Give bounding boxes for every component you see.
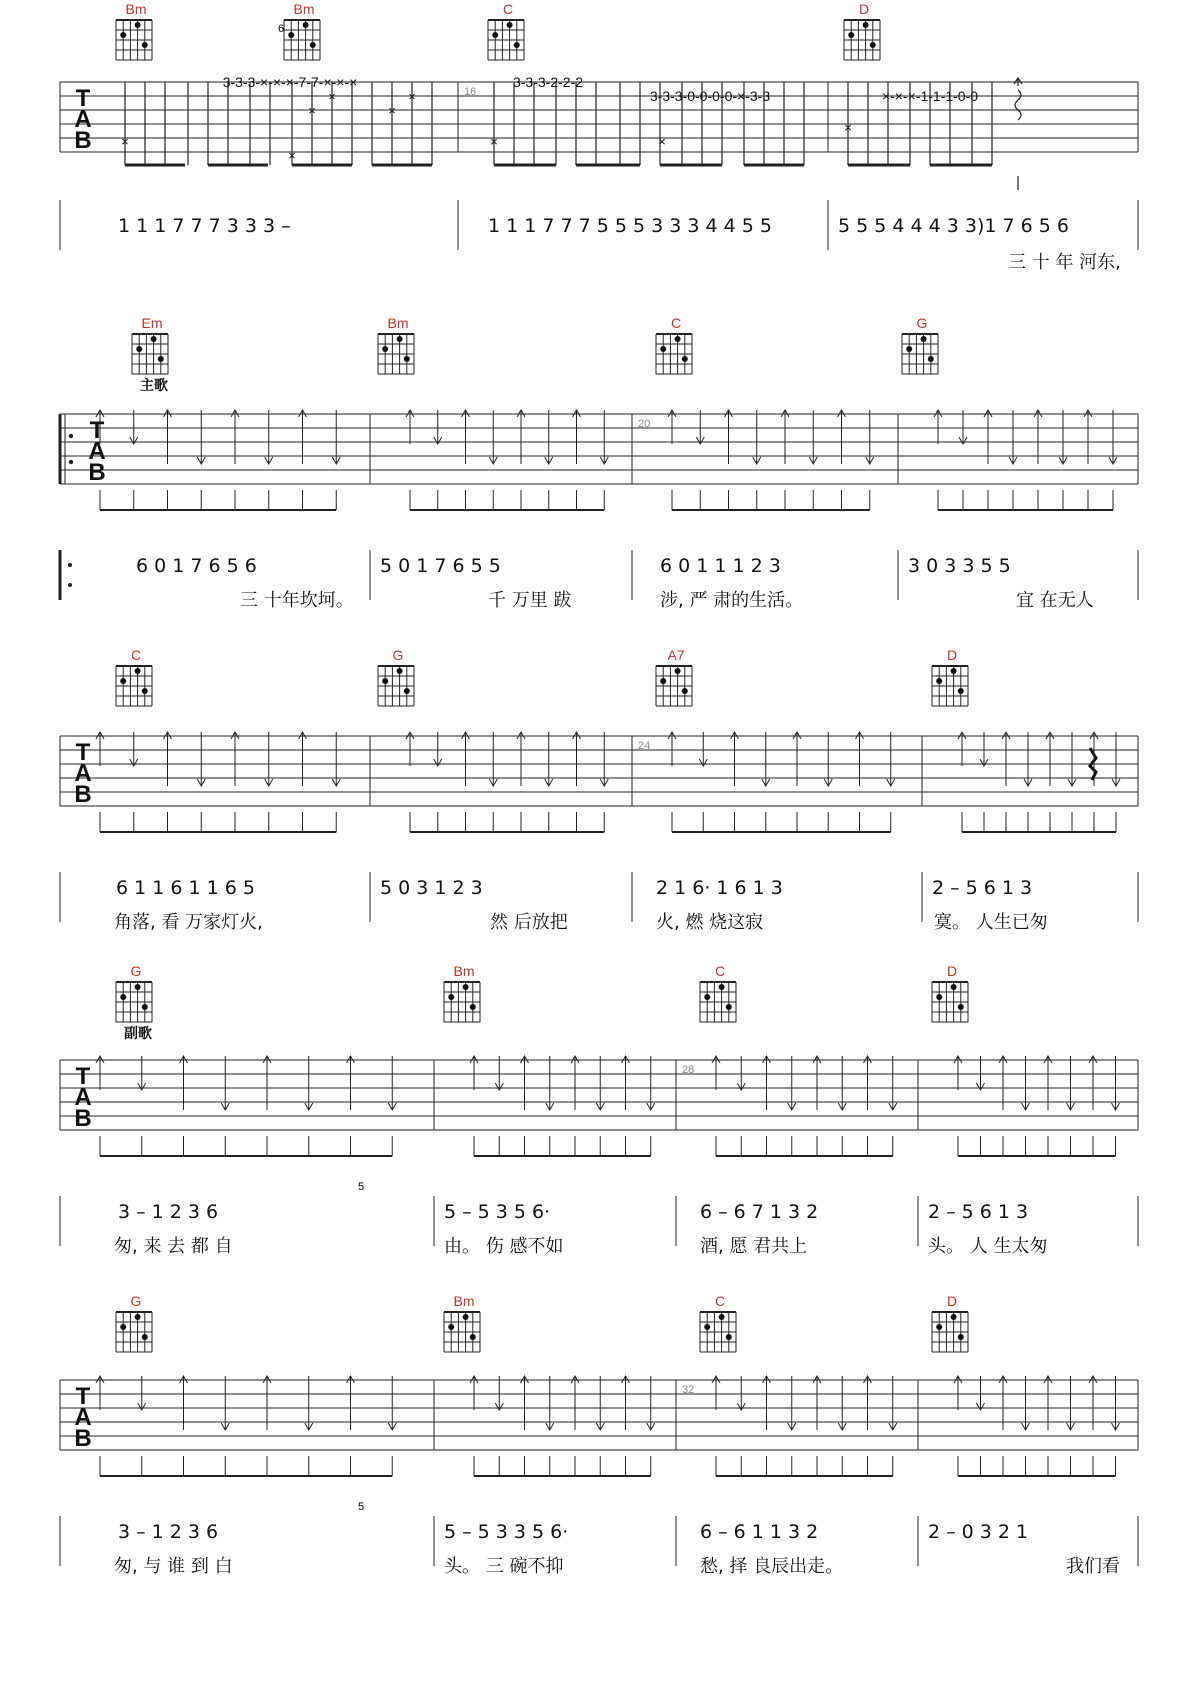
chord-name: Bm xyxy=(453,1293,475,1309)
bar-number: 24 xyxy=(638,740,651,752)
bar-number: 20 xyxy=(638,418,651,430)
strum-arrow xyxy=(737,1056,745,1090)
chord-name: D xyxy=(946,647,958,663)
chord-diagrams xyxy=(116,1,880,60)
lyric-line: 火, 燃 烧这寂 xyxy=(656,912,764,933)
tab-clef: B xyxy=(74,1425,92,1452)
chord-name: C xyxy=(714,963,726,979)
tab-staff xyxy=(60,1380,1138,1450)
strum-arrow xyxy=(130,410,138,444)
chord-diagram-c xyxy=(116,666,152,706)
lyric-line: 我们看 xyxy=(1066,1556,1120,1577)
tab-clef: B xyxy=(74,127,92,154)
repeat-dot xyxy=(69,434,73,438)
system-5 xyxy=(60,1293,1138,1577)
mute-mark: × xyxy=(490,134,498,149)
strum-arrow xyxy=(406,732,414,766)
chord-diagram-g xyxy=(378,666,414,706)
strum-arrow xyxy=(958,732,966,766)
strum-arrow xyxy=(737,1376,745,1410)
rhythm-stems xyxy=(125,78,1022,190)
chord-name: Bm xyxy=(125,1,147,17)
grace-note: 5 xyxy=(358,1501,365,1513)
strum-arrow xyxy=(130,732,138,766)
chord-diagram-bm xyxy=(284,20,320,60)
chord-name: C xyxy=(714,1293,726,1309)
mute-mark: × xyxy=(288,148,296,163)
mute-mark: × xyxy=(658,134,666,149)
mute-mark: × xyxy=(121,134,129,149)
lyric-line: 匆, 来 去 都 自 xyxy=(114,1236,233,1257)
strum-arrow xyxy=(434,410,442,444)
strum-arrow xyxy=(138,1056,146,1090)
lyric-line: 角落, 看 万家灯火, xyxy=(114,912,263,933)
strum-arrow xyxy=(934,410,942,444)
jianpu-notes: 3 0 3 3 5 5 xyxy=(908,555,1011,577)
chord-diagram-bm xyxy=(378,334,414,374)
lyric-line: 然 后放把 xyxy=(490,912,568,933)
chord-name: A7 xyxy=(667,647,685,663)
chord-name: G xyxy=(916,315,928,331)
strum-arrow xyxy=(668,410,676,444)
bar-number: 28 xyxy=(682,1064,695,1076)
jianpu-notes: 5 5 5 4 4 4 3 3)1 7 6 5 6 xyxy=(838,215,1069,237)
tab-clef: A xyxy=(88,438,106,465)
chord-name: G xyxy=(392,647,404,663)
tab-staff xyxy=(60,736,1138,806)
chord-diagram-g xyxy=(116,982,152,1022)
strum-arrow xyxy=(96,1376,104,1410)
lyric-line: 三 十 年 河东, xyxy=(1008,252,1121,273)
jianpu-notes: 3 – 1 2 3 6 xyxy=(118,1521,219,1543)
fret-line: 3-3-3-0-0-0-0-×-3-3 xyxy=(649,88,771,104)
chord-diagram-c xyxy=(700,1312,736,1352)
chord-name: Bm xyxy=(293,1,315,17)
jianpu-notes: 2 – 5 6 1 3 xyxy=(928,1201,1029,1223)
tab-staff xyxy=(60,414,1138,484)
jianpu-notes: 2 1 6· 1 6 1 3 xyxy=(656,877,783,899)
strum-arrow xyxy=(959,410,967,444)
chord-diagram-bm xyxy=(444,982,480,1022)
tab-clef: T xyxy=(89,417,105,444)
jianpu-notes: 6 0 1 1 1 2 3 xyxy=(660,555,781,577)
strum-arrow xyxy=(406,410,414,444)
strum-arrow xyxy=(699,732,707,766)
fret-line: 3-3-3-2-2-2 xyxy=(512,74,584,90)
numbered-notation xyxy=(60,1501,1138,1577)
chord-diagram-d xyxy=(932,982,968,1022)
strum-arrow xyxy=(138,1376,146,1410)
system-1 xyxy=(60,1,1138,273)
section-label: 副歌 xyxy=(124,1025,152,1041)
strum-arrow xyxy=(712,1376,720,1410)
system-3 xyxy=(60,647,1138,933)
mute-mark: × xyxy=(408,89,416,104)
chord-diagram-c xyxy=(656,334,692,374)
strum-arrow xyxy=(980,732,988,766)
tab-clef: B xyxy=(74,781,92,808)
tab-clef: T xyxy=(75,1063,91,1090)
strum-arrow xyxy=(696,410,704,444)
chord-name: Bm xyxy=(453,963,475,979)
chord-diagram-d xyxy=(932,666,968,706)
chord-name: C xyxy=(130,647,142,663)
lyric-line: 头。 人 生太匆 xyxy=(928,1236,1048,1257)
strum-arrow xyxy=(470,1376,478,1410)
numbered-notation xyxy=(60,872,1138,933)
mute-mark: × xyxy=(328,89,336,104)
bar-number: 16 xyxy=(464,86,477,98)
lyric-line: 由。 伤 感不如 xyxy=(444,1236,564,1257)
jianpu-notes: 3 – 1 2 3 6 xyxy=(118,1201,219,1223)
chord-diagrams xyxy=(132,315,938,393)
jianpu-notes: 5 0 1 7 6 5 5 xyxy=(380,555,501,577)
chord-name: C xyxy=(670,315,682,331)
lyric-line: 寞。 人生已匆 xyxy=(934,912,1048,933)
chord-name: Bm xyxy=(387,315,409,331)
lyric-line: 千 万里 跋 xyxy=(488,590,572,611)
jianpu-notes: 6 1 1 6 1 1 6 5 xyxy=(116,877,255,899)
strum-arrow xyxy=(977,1376,985,1410)
strum-arrow xyxy=(96,732,104,766)
chord-name: G xyxy=(130,963,142,979)
chord-diagrams xyxy=(116,647,968,706)
tab-clef: B xyxy=(74,1105,92,1132)
jianpu-notes: 6 – 6 1 1 3 2 xyxy=(700,1521,819,1543)
chord-diagram-c xyxy=(488,20,524,60)
chord-name: D xyxy=(946,963,958,979)
tab-clef: A xyxy=(74,1404,92,1431)
lyric-line: 匆, 与 谁 到 白 xyxy=(114,1556,233,1577)
strum-arrow xyxy=(495,1056,503,1090)
tab-clef: T xyxy=(75,1383,91,1410)
jianpu-notes: 2 – 0 3 2 1 xyxy=(928,1521,1029,1543)
chord-diagram-a7 xyxy=(656,666,692,706)
jianpu-notes: 5 – 5 3 5 6· xyxy=(444,1201,551,1223)
chord-name: G xyxy=(130,1293,142,1309)
lyric-line: 三 十年坎坷。 xyxy=(240,590,354,611)
chord-diagram-d xyxy=(844,20,880,60)
tab-clef: A xyxy=(74,1084,92,1111)
grace-note: 5 xyxy=(358,1181,365,1193)
chord-diagrams xyxy=(116,1293,968,1352)
chord-diagram-bm xyxy=(116,20,152,60)
numbered-notation xyxy=(60,200,1138,273)
chord-diagrams xyxy=(116,963,968,1041)
tab-clef: A xyxy=(74,106,92,133)
strum-arrow xyxy=(712,1056,720,1090)
strum-arrow xyxy=(495,1376,503,1410)
lyric-line: 宜 在无人 xyxy=(1016,590,1094,611)
jianpu-notes: 2 – 5 6 1 3 xyxy=(932,877,1033,899)
jianpu-notes: 5 0 3 1 2 3 xyxy=(380,877,483,899)
jianpu-notes: 6 0 1 7 6 5 6 xyxy=(136,555,257,577)
chord-diagram-d xyxy=(932,1312,968,1352)
strum-arrow xyxy=(668,732,676,766)
chord-diagram-em xyxy=(132,334,168,374)
tab-clef: B xyxy=(88,459,106,486)
chord-name: Em xyxy=(141,315,163,331)
strum-arrow xyxy=(954,1056,962,1090)
tab-clef: T xyxy=(75,85,91,112)
strum-arrow xyxy=(96,1056,104,1090)
chord-diagram-g xyxy=(902,334,938,374)
mute-mark: × xyxy=(844,120,852,135)
chord-diagram-c xyxy=(700,982,736,1022)
lyric-line: 涉, 严 肃的生活。 xyxy=(660,590,804,611)
mute-mark: × xyxy=(308,103,316,118)
numbered-notation xyxy=(60,1181,1138,1257)
strum-arrow xyxy=(470,1056,478,1090)
bar-number: 32 xyxy=(682,1384,695,1396)
tab-staff xyxy=(60,1060,1138,1130)
lyric-line: 酒, 愿 君共上 xyxy=(700,1236,808,1257)
jianpu-notes: 5 – 5 3 3 5 6· xyxy=(444,1521,569,1543)
strum-arrow xyxy=(434,732,442,766)
lyric-line: 愁, 择 良辰出走。 xyxy=(700,1556,844,1577)
repeat-dot xyxy=(69,460,73,464)
chord-name: D xyxy=(858,1,870,17)
strum-arrow xyxy=(977,1056,985,1090)
chord-name: D xyxy=(946,1293,958,1309)
fret-line: ×-×-×-1-1-1-0-0 xyxy=(881,88,979,104)
lyric-line: 头。 三 碗不抑 xyxy=(444,1556,564,1577)
tab-clef: T xyxy=(75,739,91,766)
strum-arrow xyxy=(954,1376,962,1410)
chord-diagram-bm xyxy=(444,1312,480,1352)
tab-clef: A xyxy=(74,760,92,787)
section-label: 主歌 xyxy=(140,377,168,393)
mute-mark: × xyxy=(388,103,396,118)
numbered-notation xyxy=(60,550,1138,611)
fret-line: 3-3-3-×-×-×-7-7-×-×-× xyxy=(222,74,358,90)
jianpu-notes: 6 – 6 7 1 3 2 xyxy=(700,1201,819,1223)
system-2 xyxy=(60,315,1138,611)
jianpu-notes: 1 1 1 7 7 7 5 5 5 3 3 3 4 4 5 5 xyxy=(488,215,773,237)
chord-diagram-g xyxy=(116,1312,152,1352)
fret-position-marker: 6 xyxy=(278,23,285,35)
system-4 xyxy=(60,963,1138,1257)
jianpu-notes: 1 1 1 7 7 7 3 3 3 – xyxy=(118,215,291,237)
chord-name: C xyxy=(502,1,514,17)
